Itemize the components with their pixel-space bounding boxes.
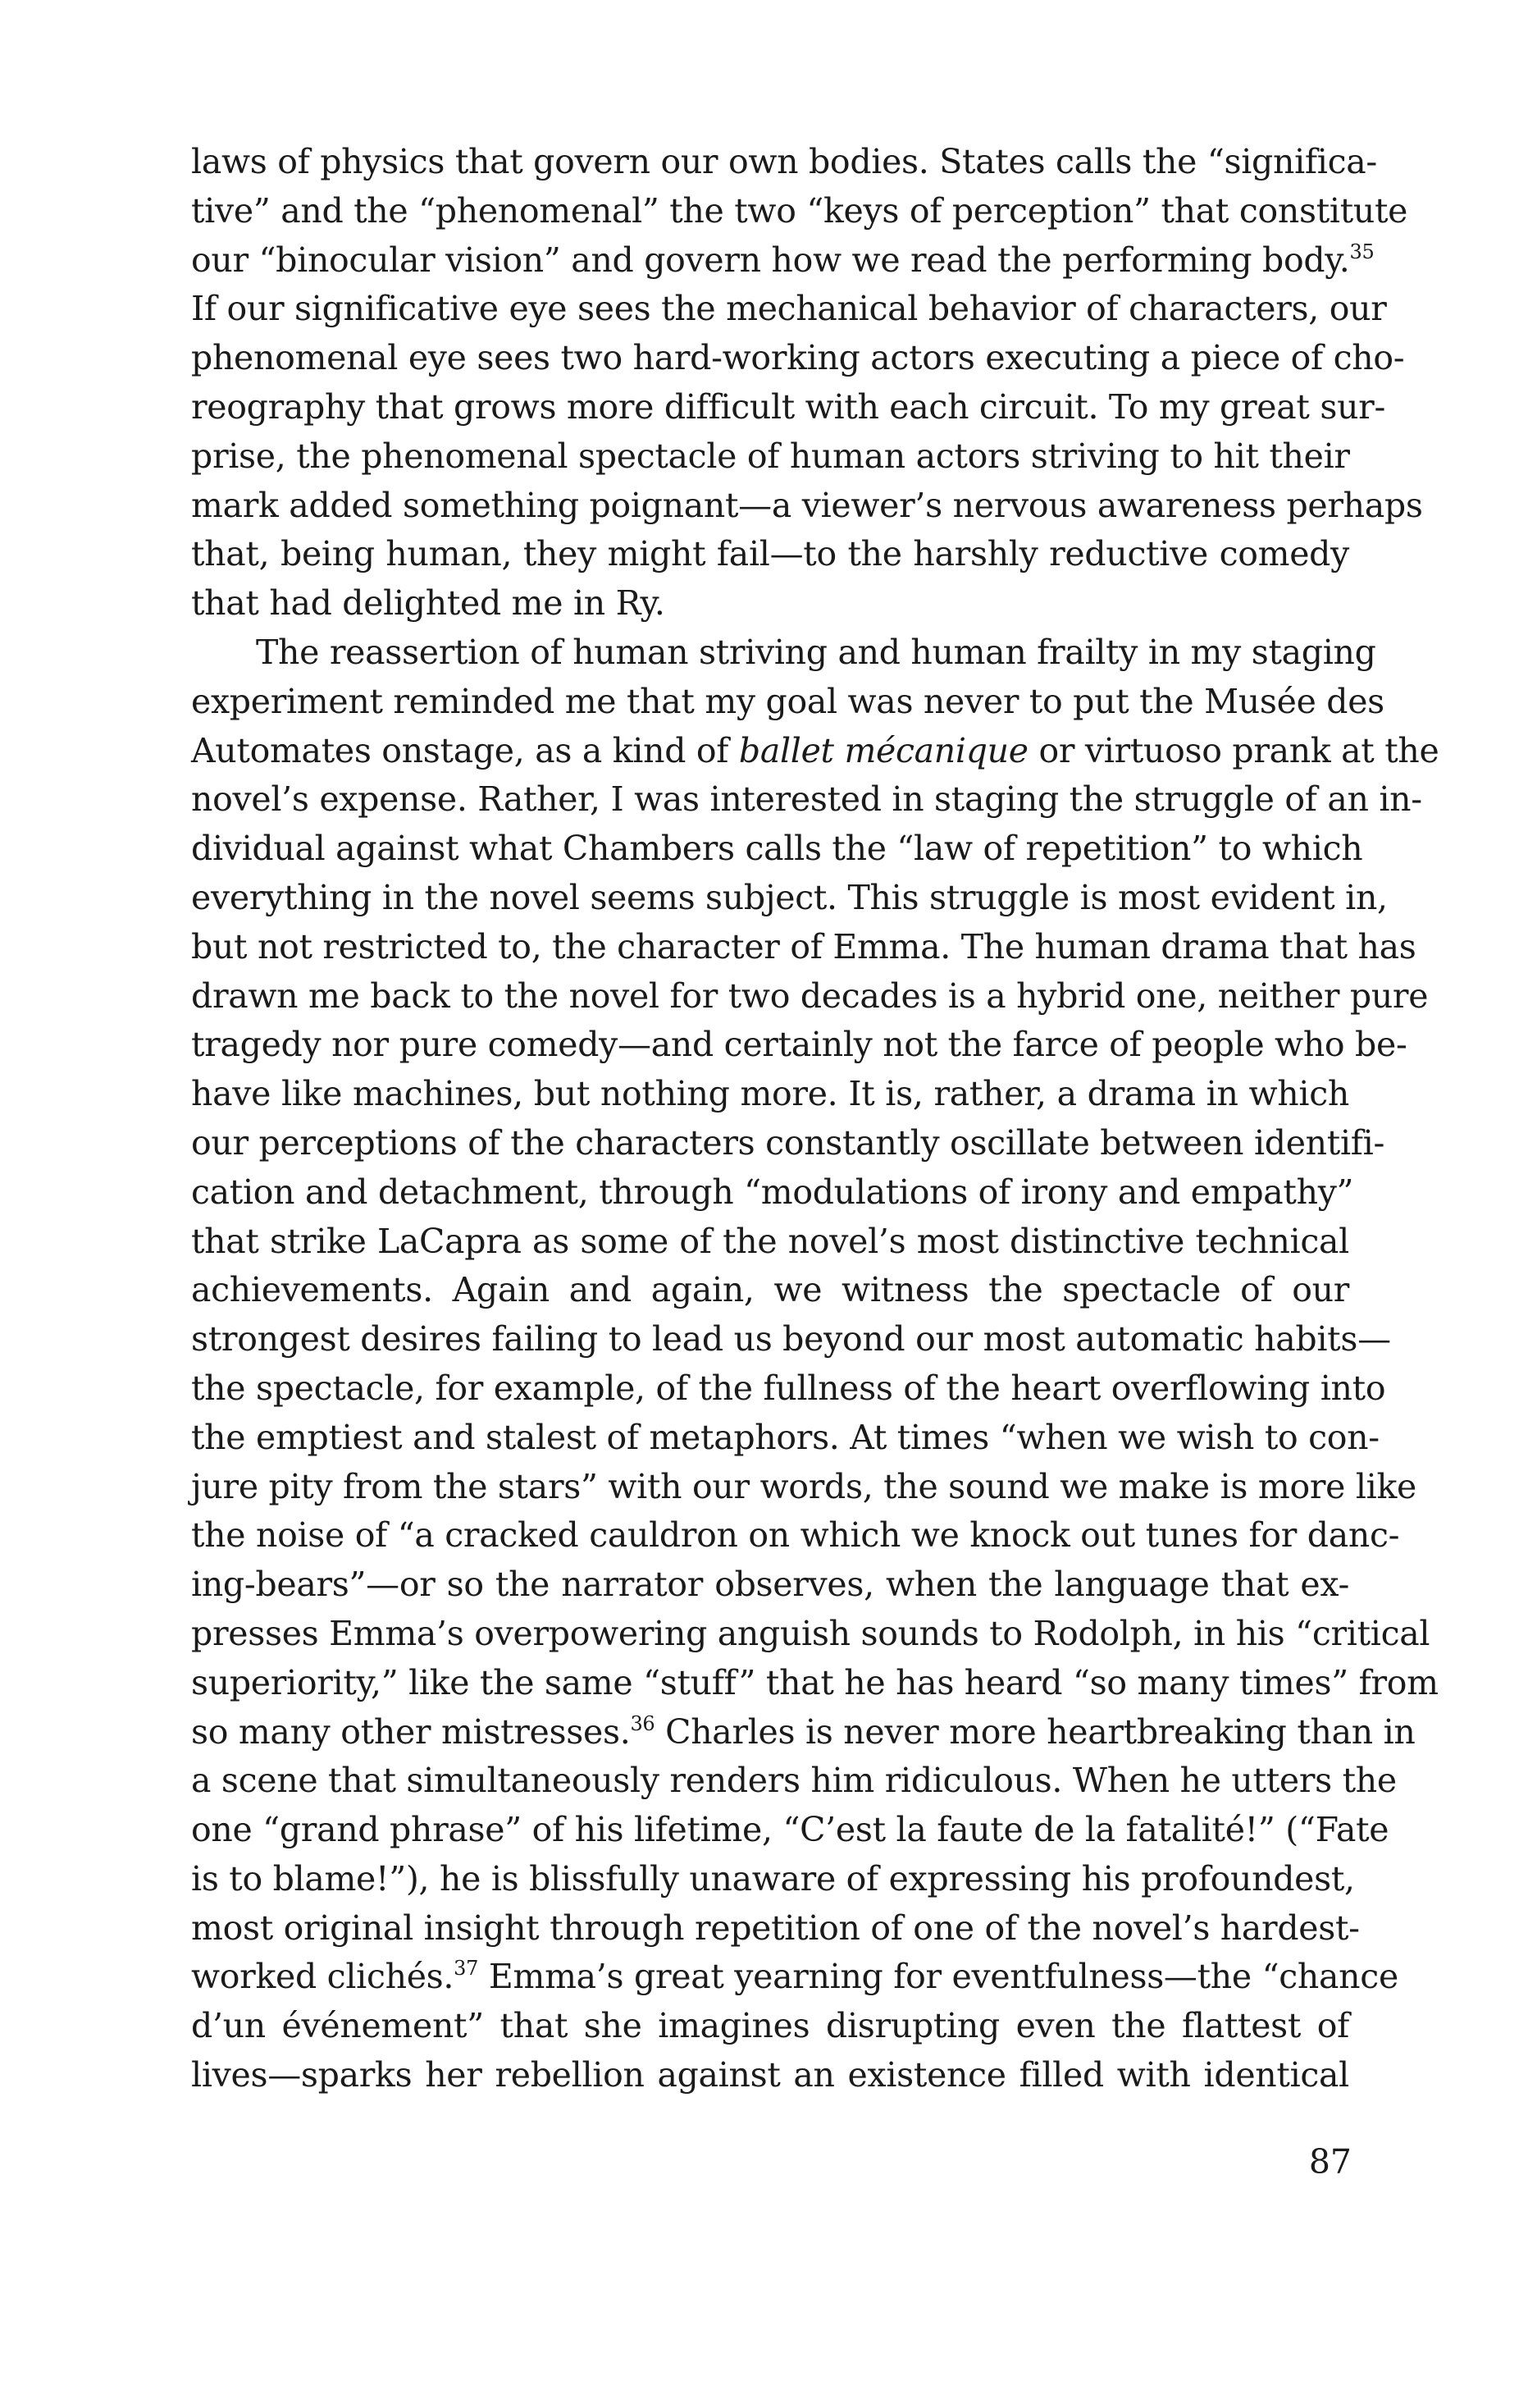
text-line: d’un événement” that she imagines disrupting even the flattest of [191, 2006, 1349, 2046]
text-line: have like machines, but nothing more. It is, rather, a drama in which [191, 1074, 1349, 1114]
text-line: achievements. Again and again, we witness the spectacle of our [191, 1270, 1349, 1310]
text-line: jure pity from the stars” with our words, the sound we make is more like [191, 1466, 1416, 1506]
text-line: the emptiest and stalest of metaphors. At times “when we wish to con- [191, 1417, 1380, 1457]
footnote-ref: 36 [630, 1711, 655, 1735]
footnote-ref: 37 [454, 1957, 479, 1981]
text-line: phenomenal eye sees two hard-working actors executing a piece of cho- [191, 338, 1405, 378]
text-line: is to blame!”), he is blissfully unaware of expressing his profoundest, [191, 1858, 1355, 1899]
text-line: but not restricted to, the character of Emma. The human drama that has [191, 926, 1416, 966]
text-line: tragedy nor pure comedy—and certainly not the farce of people who be- [191, 1025, 1407, 1065]
text-line: our perceptions of the characters constantly oscillate between identifi- [191, 1122, 1385, 1163]
text-line: mark added something poignant—a viewer’s nervous awareness perhaps [191, 485, 1423, 525]
text-line: experiment reminded me that my goal was never to put the Musée des [191, 681, 1384, 721]
text-line: Automates onstage, as a kind of ballet mécanique or virtuoso prank at the [191, 730, 1439, 770]
text-line: strongest desires failing to lead us beyond our most automatic habits— [191, 1319, 1391, 1359]
text-line: that, being human, they might fail—to the harshly reductive comedy [191, 534, 1349, 574]
paragraph [191, 628, 1439, 2100]
text-line: ing-bears”—or so the narrator observes, when the language that ex- [191, 1565, 1349, 1605]
footnote-ref: 35 [1349, 240, 1375, 263]
text-line: If our significative eye sees the mechanical behavior of characters, our [191, 289, 1387, 329]
text-line: reography that grows more difficult with each circuit. To my great sur- [191, 386, 1386, 427]
text-line: prise, the phenomenal spectacle of human actors striving to hit their [191, 436, 1350, 476]
text-line: that had delighted me in Ry. [191, 583, 665, 624]
text-line: everything in the novel seems subject. This struggle is most evident in, [191, 877, 1388, 917]
text-line: worked clichés.$^{37}$ Emma’s great yearning for eventfulness—the “chance [191, 1957, 1398, 1997]
body-text [191, 138, 1439, 2100]
text-line: presses Emma’s overpowering anguish sounds to Rodolph, in his “critical [191, 1613, 1430, 1653]
text-line: novel’s expense. Rather, I was interested in staging the struggle of an in- [191, 779, 1422, 820]
text-line: so many other mistresses.$^{36}$ Charles is never more heartbreaking than in [191, 1711, 1416, 1752]
text-line: tive” and the “phenomenal” the two “keys of perception” that constitute [191, 190, 1408, 231]
text-line: the noise of “a cracked cauldron on which we knock out tunes for danc- [191, 1515, 1400, 1556]
text-line: one “grand phrase” of his lifetime, “C’est la faute de la fatalité!” (“Fate [191, 1810, 1389, 1850]
text-line: laws of physics that govern our own bodies. States calls the “significa- [191, 142, 1377, 181]
text-line: the spectacle, for example, of the fullness of the heart overflowing into [191, 1368, 1386, 1408]
text-line: most original insight through repetition of one of the novel’s hardest- [191, 1908, 1360, 1948]
text-line: lives—sparks her rebellion against an existence filled with identical [191, 2055, 1349, 2095]
text-line: cation and detachment, through “modulations of irony and empathy” [191, 1172, 1354, 1212]
text-line: that strike LaCapra as some of the novel’s most distinctive technical [191, 1221, 1349, 1261]
text-line: drawn me back to the novel for two decades is a hybrid one, neither pure [191, 976, 1429, 1016]
text-line: The reassertion of human striving and human frailty in my staging [256, 632, 1376, 672]
text-line: dividual against what Chambers calls the “law of repetition” to which [191, 829, 1363, 869]
text-line: a scene that simultaneously renders him ridiculous. When he utters the [191, 1761, 1397, 1801]
text-line: our “binocular vision” and govern how we read the performing body.$^{35}$ [191, 240, 1375, 280]
page-number: 87 [1308, 2142, 1352, 2182]
paragraph [191, 138, 1423, 628]
text-line: superiority,” like the same “stuff” that he has heard “so many times” from [191, 1662, 1439, 1702]
italic-title: ballet mécanique [738, 730, 1029, 770]
